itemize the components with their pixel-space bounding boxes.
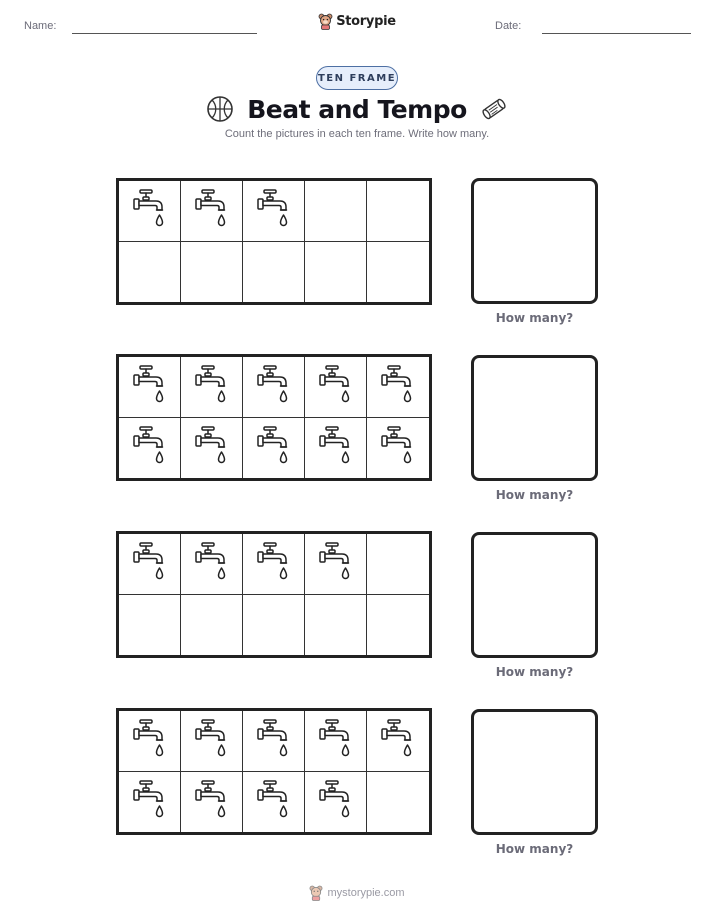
ten-frame-cell [243,418,305,479]
faucet-icon [318,716,354,765]
page-title: Beat and Tempo [247,94,467,124]
ten-frame-cell [305,595,367,656]
ten-frame-cell [181,595,243,656]
faucet-icon [380,423,416,472]
ten-frame-cell [181,242,243,303]
ten-frame-cell [119,418,181,479]
ten-frame [116,531,432,658]
date-label: Date: [495,20,522,32]
bear-mascot-icon [318,13,333,30]
faucet-icon [380,362,416,411]
faucet-icon [194,777,230,826]
faucet-icon [194,423,230,472]
how-many-label: How many? [495,311,574,325]
faucet-icon [132,539,168,588]
how-many-label: How many? [495,842,574,856]
date-write-line[interactable] [542,33,691,34]
ten-frame-cell [305,711,367,772]
ten-frame [116,178,432,305]
faucet-icon [256,362,292,411]
ten-frame-cell [243,595,305,656]
ten-frame-cell [367,418,429,479]
faucet-icon [318,539,354,588]
ten-frame-cell [181,534,243,595]
ten-frame-cell [119,595,181,656]
ten-frame-cell [305,418,367,479]
name-write-line[interactable] [72,33,257,34]
ten-frame-cell [305,357,367,418]
faucet-icon [132,362,168,411]
ten-frame-cell [119,242,181,303]
faucet-icon [256,777,292,826]
ten-frame-cell [367,242,429,303]
ten-frame-cell [119,772,181,833]
ten-frame-cell [367,711,429,772]
ten-frame-cell [367,595,429,656]
basketball-icon [205,94,235,124]
scroll-icon [479,94,509,124]
ten-frame-cell [367,534,429,595]
faucet-icon [256,716,292,765]
faucet-icon [194,539,230,588]
faucet-icon [380,716,416,765]
ten-frame-cell [181,772,243,833]
ten-frame-cell [243,242,305,303]
ten-frame-cell [243,357,305,418]
faucet-icon [318,777,354,826]
ten-frame-cell [305,772,367,833]
ten-frame-cell [243,772,305,833]
ten-frame-cell [181,357,243,418]
ten-frame-cell [305,242,367,303]
ten-frame-cell [243,181,305,242]
how-many-label: How many? [495,665,574,679]
ten-frame-cell [181,181,243,242]
ten-frame [116,708,432,835]
ten-frame-cell [243,711,305,772]
ten-frame-cell [181,418,243,479]
faucet-icon [318,423,354,472]
ten-frame-cell [181,711,243,772]
ten-frame-cell [305,534,367,595]
title-row [0,92,714,126]
answer-box[interactable] [471,709,598,835]
faucet-icon [194,716,230,765]
ten-frame-cell [367,772,429,833]
footer-url: mystorypie.com [327,887,405,899]
how-many-label: How many? [495,488,574,502]
faucet-icon [132,716,168,765]
faucet-icon [194,362,230,411]
ten-frame [116,354,432,481]
answer-box[interactable] [471,355,598,481]
category-badge: TEN FRAME [316,66,398,90]
ten-frame-cell [367,181,429,242]
bear-mascot-icon [309,885,323,901]
answer-box[interactable] [471,178,598,304]
faucet-icon [256,186,292,235]
ten-frame-cell [119,711,181,772]
answer-box[interactable] [471,532,598,658]
faucet-icon [256,539,292,588]
ten-frame-cell [243,534,305,595]
faucet-icon [194,186,230,235]
faucet-icon [256,423,292,472]
faucet-icon [132,186,168,235]
faucet-icon [132,423,168,472]
ten-frame-cell [119,181,181,242]
brand-name: Storypie [336,14,396,29]
name-label: Name: [24,20,57,32]
footer [0,885,714,901]
ten-frame-cell [305,181,367,242]
brand-logo [0,13,714,30]
ten-frame-cell [119,534,181,595]
ten-frame-cell [119,357,181,418]
faucet-icon [318,362,354,411]
faucet-icon [132,777,168,826]
ten-frame-cell [367,357,429,418]
instructions: Count the pictures in each ten frame. Write how many. [224,128,490,140]
